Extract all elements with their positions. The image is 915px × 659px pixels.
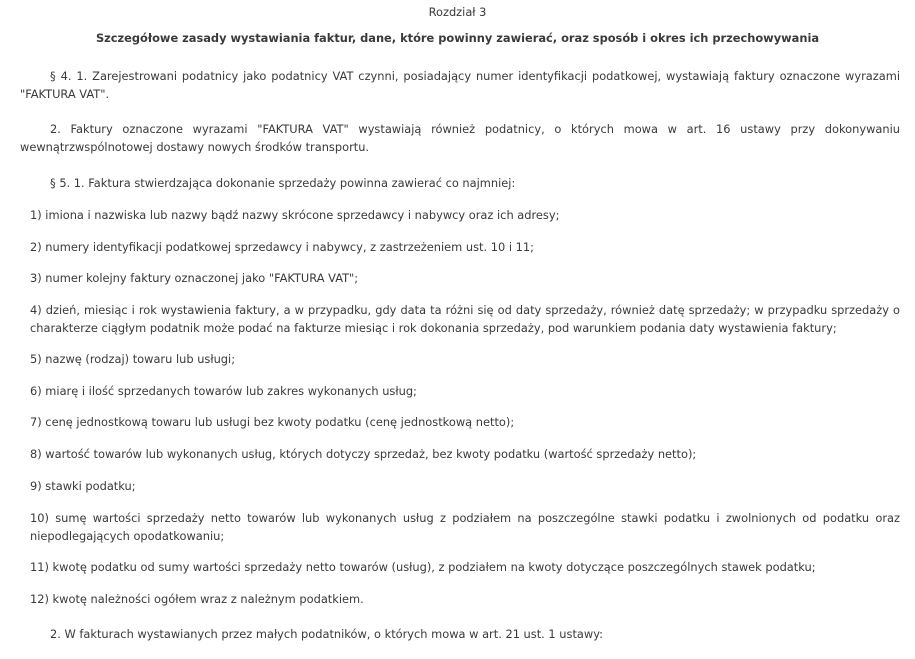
chapter-title: Rozdział 3	[428, 5, 487, 19]
list-item: 1) imiona i nazwiska lub nazwy bądź nazwy skrócone sprzedawcy i nabywcy oraz ich adresy;	[30, 208, 560, 222]
paragraph-4-2: 2. Faktury oznaczone wyrazami "FAKTURA VAT" wystawiają również podatnicy, o których mowa w art. 16 ustawy przy dokonywaniu wewnątrzwspólnotowej dostawy nowych środków transportu.	[20, 122, 900, 154]
list-item: 12) kwotę należności ogółem wraz z należnym podatkiem.	[30, 592, 364, 606]
list-item: 2) numery identyfikacji podatkowej sprzedawcy i nabywcy, z zastrzeżeniem ust. 10 i 11;	[30, 240, 534, 254]
paragraph-5-1: § 5. 1. Faktura stwierdzająca dokonanie sprzedaży powinna zawierać co najmniej:	[50, 176, 516, 190]
paragraph-5-2: 2. W fakturach wystawianych przez małych podatników, o których mowa w art. 21 ust. 1 ustawy:	[50, 627, 603, 641]
list-item: 9) stawki podatku;	[30, 479, 136, 493]
list-item: 11) kwotę podatku od sumy wartości sprzedaży netto towarów (usług), z podziałem na kwoty dotyczące poszczególnych stawek podatku;	[30, 560, 816, 574]
list-item: 8) wartość towarów lub wykonanych usług, których dotyczy sprzedaż, bez kwoty podatku (wartość sprzedaży netto);	[30, 447, 697, 461]
list-item: 4) dzień, miesiąc i rok wystawienia faktury, a w przypadku, gdy data ta różni się od daty sprzedaży, również datę sprzedaży; w przypadku sprzedaży o charakterze ciągłym podatnik może podać na fakturze miesiąc i rok dokonania sprzedaży, pod warunkiem podania daty wystawienia faktury;	[30, 303, 900, 335]
list-item: 7) cenę jednostkową towaru lub usługi bez kwoty podatku (cenę jednostkową netto);	[30, 415, 515, 429]
list-item: 6) miarę i ilość sprzedanych towarów lub zakres wykonanych usług;	[30, 384, 417, 398]
list-item: 3) numer kolejny faktury oznaczonej jako "FAKTURA VAT";	[30, 271, 359, 285]
list-item: 10) sumę wartości sprzedaży netto towarów lub wykonanych usług z podziałem na poszczególne stawki podatku i zwolnionych od podatku oraz niepodlegających opodatkowaniu;	[30, 511, 900, 543]
paragraph-4-1: § 4. 1. Zarejestrowani podatnicy jako podatnicy VAT czynni, posiadający numer identyfikacji podatkowej, wystawiają faktury oznaczone wyrazami "FAKTURA VAT".	[20, 69, 900, 101]
chapter-heading: Szczegółowe zasady wystawiania faktur, dane, które powinny zawierać, oraz sposób i okres ich przechowywania	[95, 31, 820, 45]
list-item: 5) nazwę (rodzaj) towaru lub usługi;	[30, 352, 236, 366]
